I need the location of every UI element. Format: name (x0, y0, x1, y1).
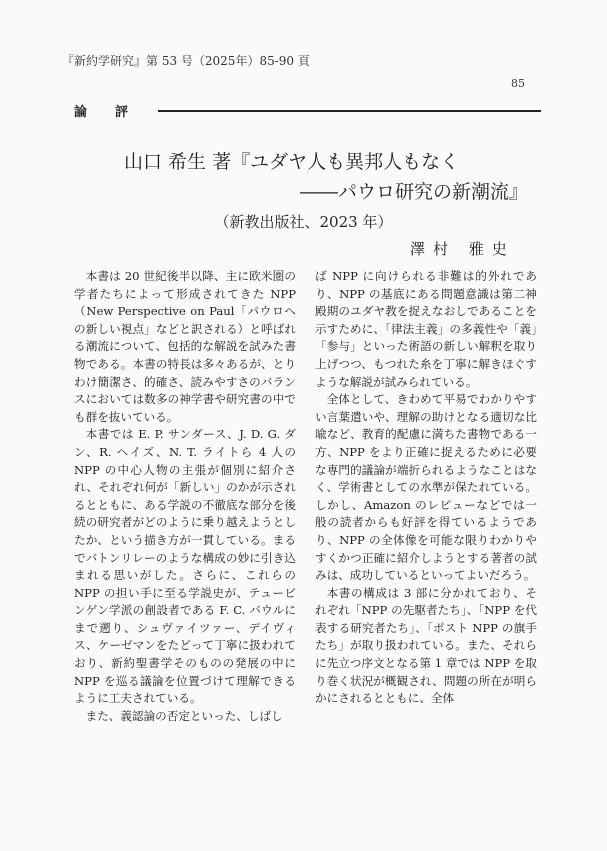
header-rule (158, 110, 541, 112)
paragraph: 本書は 20 世紀後半以降、主に欧米圏の学者たちによって形成されてきた NPP（New Perspective on Paul「パウロへの新しい視点」などと訳される）と呼ばれる潮流について、包括的な解説を試みた書物である。本書の特長は多々あるが、とりわけ簡潔さ、的確さ、読みやすさのバランスにおいては数多の神学書や研究書の中でも群を抜いている。 (74, 269, 296, 424)
page-number: 85 (511, 77, 525, 90)
paragraph: ば NPP に向けられる非難は的外れであり、NPP の基底にある問題意識は第二神殿期のユダヤ教を捉えなおしであることを示すために、「律法主義」の多義性や「義」「参与」といった術語の新しい解釈を取り上げつつ、もつれた糸を丁寧に解きほぐすような解説が試みられている。 (315, 269, 537, 389)
paragraph: 全体として、きわめて平易でわかりやすい言葉遣いや、理解の助けとなる適切な比喩など、教育的配慮に満ちた書物である一方、NPP をより正確に捉えるために必要な専門的議論が端折られるようなことはなく、学術書としての水準が保たれている。しかし、Amazon のレビューなどでは一般の読者からも好評を得ているようであり、NPP の全体像を可能な限りわかりやすくかつ正確に紹介しようとする著者の試みは、成功しているといってよいだろう。 (315, 392, 537, 583)
book-publisher: （新教出版社、2023 年） (214, 213, 393, 231)
body-column-right (315, 268, 537, 708)
book-title-line2: ――パウロ研究の新潮流』 (300, 181, 529, 203)
paragraph: 本書の構成は 3 部に分かれており、それぞれ「NPP の先駆者たち」、「NPP を代表する研究者たち」、「ポスト NPP の旗手たち」が取り扱われている。また、それらに先立つ序文となる第 1 章では NPP を取り巻く状況が概観され、問題の所在が明らかにされるとともに、全体 (315, 585, 537, 706)
paragraph: また、義認論の否定といった、しばし (85, 708, 283, 723)
body-column-left (74, 268, 296, 725)
reviewer-name: 澤村 雅史 (410, 240, 515, 258)
journal-citation: 『新約学研究』第 53 号（2025年）85-90 頁 (62, 54, 310, 68)
paragraph: 本書では E. P. サンダース、J. D. G. ダン、R. ヘイズ、N. T. ライトら 4 人の NPP の中心人物の主張が個別に紹介され、それぞれ何が「新しい」のかが示されるとともに、ある学説の不徹底な部分を後続の研究者がどのように乗り越えようとしたか、という描き方が一貫している。まるでバトンリレーのような構成の妙に引き込まれる思いがした。さらに、これらの NPP の担い手に至る学説史が、テュービンゲン学派の創設者である F. C. バウルにまで遡り、シュヴァイツァー、デイヴィス、ケーゼマンをたどって丁寧に扱われており、新約聖書学そのものの発展の中に NPP を巡る議論を位置づけて理解できるように工夫されている。 (74, 427, 296, 706)
section-label: 論評 (74, 105, 157, 120)
book-title-line1: 山口 希生 著『ユダヤ人も異邦人もなく (124, 151, 460, 173)
